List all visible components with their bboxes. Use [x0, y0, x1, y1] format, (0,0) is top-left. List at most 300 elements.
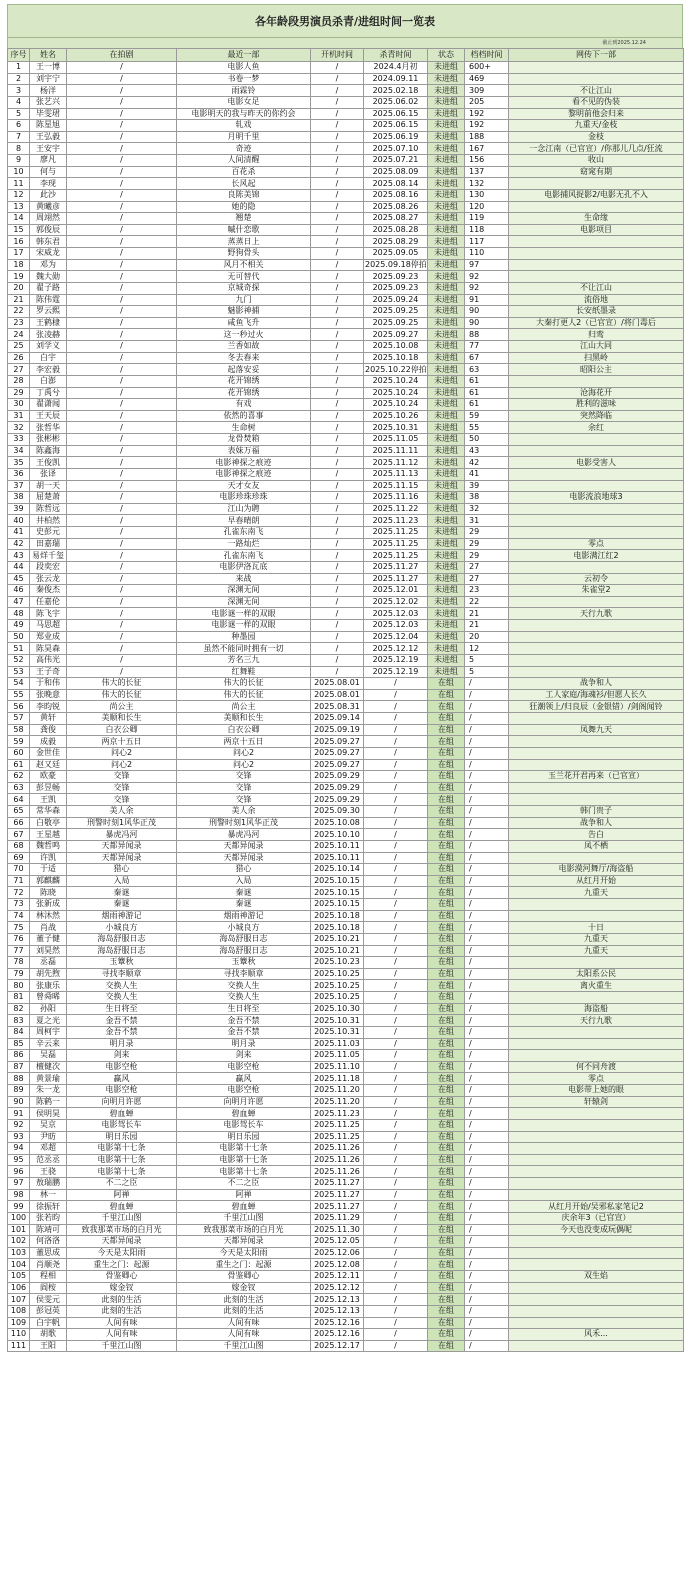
cell-gap-days: /	[465, 724, 509, 736]
cell-rumored-next	[509, 631, 684, 643]
cell-current-drama: /	[67, 96, 177, 108]
cell-start-date: 2025.09.29	[311, 782, 364, 794]
cell-name: 陈飞宇	[30, 608, 67, 620]
cell-start-date: 2025.11.27	[311, 1189, 364, 1201]
cell-start-date: /	[311, 317, 364, 329]
cell-name: 张晚意	[30, 689, 67, 701]
cell-start-date: /	[311, 643, 364, 655]
cell-index: 91	[8, 1108, 30, 1120]
cell-status: 未进组	[428, 143, 465, 155]
cell-current-drama: 暴虎冯河	[67, 829, 177, 841]
cell-rumored-next: 余红	[509, 422, 684, 434]
cell-rumored-next	[509, 236, 684, 248]
cell-wrap-date: /	[364, 899, 428, 911]
cell-index: 28	[8, 375, 30, 387]
cell-wrap-date: /	[364, 1154, 428, 1166]
cell-wrap-date: /	[364, 747, 428, 759]
cell-start-date: /	[311, 515, 364, 527]
cell-status: 未进组	[428, 248, 465, 260]
cell-wrap-date: 2025.09.27	[364, 329, 428, 341]
cell-name: 黄轩	[30, 713, 67, 725]
cell-index: 11	[8, 178, 30, 190]
cell-current-drama: 重生之门：起源	[67, 1259, 177, 1271]
cell-gap-days: /	[465, 1329, 509, 1341]
cell-index: 5	[8, 108, 30, 120]
cell-recent-drama: 无可替代	[177, 271, 311, 283]
cell-wrap-date: /	[364, 1073, 428, 1085]
cell-recent-drama: 交锋	[177, 771, 311, 783]
table-row	[8, 1212, 684, 1224]
cell-wrap-date: /	[364, 1096, 428, 1108]
cell-wrap-date: 2025.08.09	[364, 166, 428, 178]
cell-rumored-next: 黎明前他会归来	[509, 108, 684, 120]
cell-start-date: /	[311, 387, 364, 399]
cell-status: 在组	[428, 1096, 465, 1108]
cell-gap-days: /	[465, 875, 509, 887]
cell-recent-drama: 电影女足	[177, 96, 311, 108]
cell-start-date: /	[311, 120, 364, 132]
cell-name: 杨洋	[30, 85, 67, 97]
cell-status: 在组	[428, 980, 465, 992]
cell-gap-days: /	[465, 771, 509, 783]
table-row	[8, 410, 684, 422]
cell-gap-days: /	[465, 747, 509, 759]
table-row	[8, 85, 684, 97]
cell-current-drama: /	[67, 538, 177, 550]
cell-status: 在组	[428, 724, 465, 736]
cell-status: 在组	[428, 771, 465, 783]
cell-recent-drama: 花开锦绣	[177, 387, 311, 399]
cell-rumored-next	[509, 1178, 684, 1190]
table-row	[8, 840, 684, 852]
cell-name: 陈昊森	[30, 643, 67, 655]
cell-wrap-date: 2025.12.04	[364, 631, 428, 643]
cell-status: 在组	[428, 933, 465, 945]
cell-recent-drama: 金吾不禁	[177, 1026, 311, 1038]
cell-rumored-next	[509, 1340, 684, 1352]
cell-index: 78	[8, 957, 30, 969]
cell-wrap-date: 2025.10.22停拍	[365, 364, 427, 374]
cell-rumored-next: 突然降临	[509, 410, 684, 422]
cell-status: 在组	[428, 1329, 465, 1341]
cell-rumored-next	[509, 561, 684, 573]
cell-current-drama: /	[67, 561, 177, 573]
cell-current-drama: 天都异闻录	[67, 1236, 177, 1248]
cell-rumored-next: 工人家庭/海魂衫/但愿人长久	[509, 689, 684, 701]
cell-recent-drama: 交换人生	[177, 992, 311, 1004]
cell-status: 未进组	[428, 654, 465, 666]
cell-name: 翟子路	[30, 282, 67, 294]
cell-wrap-date: 2025.08.28	[364, 224, 428, 236]
cell-rumored-next: 不让江山	[509, 282, 684, 294]
cell-rumored-next	[509, 1282, 684, 1294]
cell-start-date: /	[311, 108, 364, 120]
cell-status: 未进组	[428, 96, 465, 108]
cell-status: 未进组	[428, 120, 465, 132]
cell-wrap-date: /	[364, 759, 428, 771]
cell-rumored-next	[509, 1259, 684, 1271]
cell-wrap-date: /	[364, 771, 428, 783]
cell-start-date: 2025.10.14	[311, 864, 364, 876]
cell-recent-drama: 美顺和长生	[177, 713, 311, 725]
cell-name: 陈伟霆	[30, 294, 67, 306]
cell-wrap-date: 2025.08.29	[364, 236, 428, 248]
cell-name: 刘宇宁	[30, 73, 67, 85]
header-wrap-date: 杀青时间	[364, 49, 428, 62]
table-row	[8, 1108, 684, 1120]
cell-rumored-next: 扫黑岭	[509, 352, 684, 364]
cell-start-date: 2025.09.27	[311, 759, 364, 771]
cell-gap-days: 41	[465, 468, 509, 480]
cell-rumored-next: 电影捕风捉影2/电影无孔不入	[509, 189, 684, 201]
cell-recent-drama: 此刻的生活	[177, 1294, 311, 1306]
cell-index: 12	[8, 189, 30, 201]
table-row	[8, 689, 684, 701]
cell-rumored-next	[509, 503, 684, 515]
cell-name: 夏之光	[30, 1015, 67, 1027]
cell-name: 王天辰	[30, 410, 67, 422]
table-row	[8, 806, 684, 818]
cell-name: 马思超	[30, 620, 67, 632]
cell-recent-drama: 电影第十七条	[177, 1166, 311, 1178]
table-row	[8, 817, 684, 829]
cell-rumored-next: 窈窕有期	[509, 166, 684, 178]
cell-status: 在组	[428, 840, 465, 852]
cell-status: 未进组	[428, 224, 465, 236]
cell-rumored-next: 归鸾	[509, 329, 684, 341]
cell-start-date: /	[311, 166, 364, 178]
cell-wrap-date: 2025.09.25	[364, 317, 428, 329]
cell-gap-days: /	[465, 1061, 509, 1073]
cell-index: 55	[8, 689, 30, 701]
cell-gap-days: 205	[465, 96, 509, 108]
cell-recent-drama: 电影第十七条	[177, 1143, 311, 1155]
cell-recent-drama: 碧血蝉	[177, 1201, 311, 1213]
cell-rumored-next: 十日	[509, 922, 684, 934]
cell-gap-days: 12	[465, 643, 509, 655]
cell-index: 68	[8, 840, 30, 852]
cell-recent-drama: 剑来	[177, 1050, 311, 1062]
cell-wrap-date: 2024.09.11	[364, 73, 428, 85]
cell-gap-days: /	[465, 1085, 509, 1097]
cell-index: 44	[8, 561, 30, 573]
cell-rumored-next	[509, 1108, 684, 1120]
cell-recent-drama: 京城奇探	[177, 282, 311, 294]
header-rumored-next: 网传下一部	[509, 49, 684, 62]
cell-status: 未进组	[428, 131, 465, 143]
cell-wrap-date: /	[364, 1119, 428, 1131]
cell-wrap-date: 2025.09.23	[364, 271, 428, 283]
cell-index: 42	[8, 538, 30, 550]
cell-index: 104	[8, 1259, 30, 1271]
cell-gap-days: /	[465, 759, 509, 771]
cell-name: 张康乐	[30, 980, 67, 992]
cell-start-date: 2025.10.10	[311, 829, 364, 841]
cell-index: 111	[8, 1340, 30, 1352]
cell-index: 107	[8, 1294, 30, 1306]
cell-rumored-next	[509, 654, 684, 666]
cell-rumored-next	[509, 445, 684, 457]
cell-start-date: /	[311, 457, 364, 469]
cell-status: 未进组	[428, 155, 465, 167]
cell-name: 郭麒麟	[30, 875, 67, 887]
table-row	[8, 468, 684, 480]
cell-gap-days: 192	[465, 120, 509, 132]
cell-gap-days: 77	[465, 341, 509, 353]
cell-index: 81	[8, 992, 30, 1004]
cell-current-drama: 电影第十七条	[67, 1143, 177, 1155]
cell-recent-drama: 海岛舒服日志	[177, 945, 311, 957]
cell-wrap-date: /	[364, 922, 428, 934]
cell-status: 在组	[428, 701, 465, 713]
cell-rumored-next: 从红月开始	[509, 875, 684, 887]
cell-status: 未进组	[428, 503, 465, 515]
cell-status: 未进组	[428, 294, 465, 306]
table-row	[8, 1305, 684, 1317]
cell-gap-days: /	[465, 1271, 509, 1283]
cell-wrap-date: /	[364, 724, 428, 736]
cell-name: 侯明昊	[30, 1108, 67, 1120]
cell-gap-days: 61	[465, 399, 509, 411]
table-row	[8, 306, 684, 318]
cell-recent-drama: 电影空枪	[177, 1061, 311, 1073]
cell-index: 89	[8, 1085, 30, 1097]
table-row	[8, 1247, 684, 1259]
cell-recent-drama: 蒸蒸日上	[177, 236, 311, 248]
cell-start-date: /	[311, 364, 364, 376]
cell-rumored-next	[509, 434, 684, 446]
cell-current-drama: /	[67, 224, 177, 236]
table-row	[8, 62, 684, 74]
cell-status: 未进组	[428, 410, 465, 422]
cell-recent-drama: 玉簟秋	[177, 957, 311, 969]
cell-current-drama: 电影第十七条	[67, 1166, 177, 1178]
cell-current-drama: 人间有味	[67, 1329, 177, 1341]
cell-name: 胡一天	[30, 480, 67, 492]
cell-wrap-date: 2025.11.16	[364, 492, 428, 504]
cell-index: 45	[8, 573, 30, 585]
table-row	[8, 492, 684, 504]
cell-index: 51	[8, 643, 30, 655]
cell-name: 陈星旭	[30, 120, 67, 132]
cell-status: 在组	[428, 747, 465, 759]
cell-recent-drama: 书卷一梦	[177, 73, 311, 85]
cell-rumored-next	[509, 957, 684, 969]
cell-start-date: 2025.12.05	[311, 1236, 364, 1248]
cell-start-date: 2025.12.16	[311, 1329, 364, 1341]
cell-rumored-next	[509, 259, 684, 271]
cell-rumored-next: 金枝	[509, 131, 684, 143]
cell-gap-days: 50	[465, 434, 509, 446]
table-row	[8, 387, 684, 399]
cell-gap-days: /	[465, 1224, 509, 1236]
cell-gap-days: /	[465, 1154, 509, 1166]
cell-gap-days: /	[465, 852, 509, 864]
cell-rumored-next: 电影带上她的眼	[509, 1085, 684, 1097]
cell-name: 欧豪	[30, 771, 67, 783]
cell-current-drama: /	[67, 166, 177, 178]
cell-wrap-date: /	[364, 1085, 428, 1097]
cell-start-date: 2025.11.05	[311, 1050, 364, 1062]
cell-start-date: /	[311, 631, 364, 643]
cell-start-date: /	[311, 608, 364, 620]
cell-wrap-date: 2025.10.24	[364, 387, 428, 399]
cell-rumored-next: 韩门贵子	[509, 806, 684, 818]
cell-recent-drama: 秦谜	[177, 899, 311, 911]
cell-gap-days: 5	[465, 654, 509, 666]
cell-status: 在组	[428, 713, 465, 725]
cell-start-date: 2025.11.26	[311, 1154, 364, 1166]
cell-rumored-next: 天行九歌	[509, 1015, 684, 1027]
cell-current-drama: /	[67, 201, 177, 213]
table-row	[8, 422, 684, 434]
cell-recent-drama: 碧血蝉	[177, 1108, 311, 1120]
cell-name: 高伟光	[30, 654, 67, 666]
cell-status: 在组	[428, 864, 465, 876]
cell-gap-days: /	[465, 910, 509, 922]
table-row	[8, 654, 684, 666]
cell-index: 23	[8, 317, 30, 329]
header-row	[8, 49, 684, 62]
table-row	[8, 1259, 684, 1271]
cell-wrap-date: /	[364, 933, 428, 945]
cell-recent-drama: 风月不相关	[177, 259, 311, 271]
cell-name: 徐振轩	[30, 1201, 67, 1213]
table-row	[8, 1003, 684, 1015]
cell-status: 在组	[428, 922, 465, 934]
cell-gap-days: 61	[465, 375, 509, 387]
cell-name: 史彭元	[30, 527, 67, 539]
cell-rumored-next: 天行九歌	[509, 608, 684, 620]
table-row	[8, 213, 684, 225]
cell-start-date: 2025.11.29	[311, 1212, 364, 1224]
cell-index: 41	[8, 527, 30, 539]
cell-current-drama: 金吾不禁	[67, 1026, 177, 1038]
cell-status: 在组	[428, 782, 465, 794]
cell-wrap-date: 2025.12.12	[364, 643, 428, 655]
cell-gap-days: 27	[465, 573, 509, 585]
cell-status: 在组	[428, 1038, 465, 1050]
cell-wrap-date: /	[364, 1015, 428, 1027]
table-row	[8, 480, 684, 492]
table-row	[8, 166, 684, 178]
table-row	[8, 1329, 684, 1341]
table-row	[8, 736, 684, 748]
cell-rumored-next: 零点	[509, 538, 684, 550]
table-row	[8, 910, 684, 922]
cell-gap-days: 309	[465, 85, 509, 97]
cell-rumored-next: 狂潮领上/归良辰（金银错）/剑阁闻铃	[509, 701, 684, 713]
cell-start-date: 2025.11.23	[311, 1108, 364, 1120]
cell-wrap-date: 2025.11.05	[364, 434, 428, 446]
cell-start-date: 2025.10.15	[311, 887, 364, 899]
table-row	[8, 317, 684, 329]
cell-wrap-date: /	[364, 1108, 428, 1120]
cell-index: 39	[8, 503, 30, 515]
cell-gap-days: /	[465, 968, 509, 980]
cell-current-drama: /	[67, 573, 177, 585]
cell-gap-days: 156	[465, 155, 509, 167]
cell-name: 赵又廷	[30, 759, 67, 771]
cell-current-drama: 海岛舒服日志	[67, 933, 177, 945]
cell-recent-drama: 伟大的长征	[177, 678, 311, 690]
cell-status: 在组	[428, 806, 465, 818]
table-row	[8, 1085, 684, 1097]
cell-name: 李现	[30, 178, 67, 190]
cell-start-date: /	[311, 282, 364, 294]
cell-status: 未进组	[428, 527, 465, 539]
cell-recent-drama: 交换人生	[177, 980, 311, 992]
cell-recent-drama: 深渊无间	[177, 585, 311, 597]
cell-status: 未进组	[428, 445, 465, 457]
cell-wrap-date: 2025.11.25	[364, 527, 428, 539]
cell-rumored-next: 长安纸墨录	[509, 306, 684, 318]
cell-name: 于和伟	[30, 678, 67, 690]
cell-gap-days: /	[465, 689, 509, 701]
cell-gap-days: 91	[465, 294, 509, 306]
table-row	[8, 1236, 684, 1248]
cell-recent-drama: 今天是太阳雨	[177, 1247, 311, 1259]
cell-current-drama: 此刻的生活	[67, 1305, 177, 1317]
cell-start-date: 2025.12.12	[311, 1282, 364, 1294]
cell-wrap-date: 2025.06.19	[364, 131, 428, 143]
cell-rumored-next: 朱雀堂2	[509, 585, 684, 597]
cell-gap-days: /	[465, 957, 509, 969]
cell-wrap-date: /	[364, 1061, 428, 1073]
cell-name: 肖顺尧	[30, 1259, 67, 1271]
cell-status: 在组	[428, 1154, 465, 1166]
cell-rumored-next	[509, 1026, 684, 1038]
cell-start-date: /	[311, 480, 364, 492]
table-row	[8, 1026, 684, 1038]
cell-status: 未进组	[428, 561, 465, 573]
table-row	[8, 527, 684, 539]
cell-rumored-next: 离火重生	[509, 980, 684, 992]
cell-index: 105	[8, 1271, 30, 1283]
cell-gap-days: 92	[465, 271, 509, 283]
cell-recent-drama: 人间有味	[177, 1317, 311, 1329]
cell-index: 19	[8, 271, 30, 283]
cell-wrap-date: 2025.11.23	[364, 515, 428, 527]
cell-index: 14	[8, 213, 30, 225]
cell-name: 井柏然	[30, 515, 67, 527]
cell-start-date: /	[311, 434, 364, 446]
table-row	[8, 503, 684, 515]
cell-index: 66	[8, 817, 30, 829]
cell-start-date: /	[311, 306, 364, 318]
cell-rumored-next: 海盗船	[509, 1003, 684, 1015]
table-row	[8, 620, 684, 632]
cell-status: 在组	[428, 1305, 465, 1317]
cell-name: 刘昊然	[30, 945, 67, 957]
cell-status: 在组	[428, 968, 465, 980]
cell-current-drama: 玉簟秋	[67, 957, 177, 969]
table-row	[8, 1073, 684, 1085]
cell-gap-days: /	[465, 1143, 509, 1155]
cell-gap-days: /	[465, 1119, 509, 1131]
cell-start-date: 2025.11.03	[311, 1038, 364, 1050]
cell-start-date: 2025.12.13	[311, 1305, 364, 1317]
cell-start-date: /	[311, 131, 364, 143]
cell-name: 吴京	[30, 1119, 67, 1131]
cell-current-drama: 剑来	[67, 1050, 177, 1062]
cell-recent-drama: 千里江山图	[177, 1340, 311, 1352]
cell-start-date: 2025.10.21	[311, 933, 364, 945]
table-row	[8, 143, 684, 155]
cell-gap-days: /	[465, 1038, 509, 1050]
cell-gap-days: /	[465, 1166, 509, 1178]
cell-recent-drama: 雨霖铃	[177, 85, 311, 97]
